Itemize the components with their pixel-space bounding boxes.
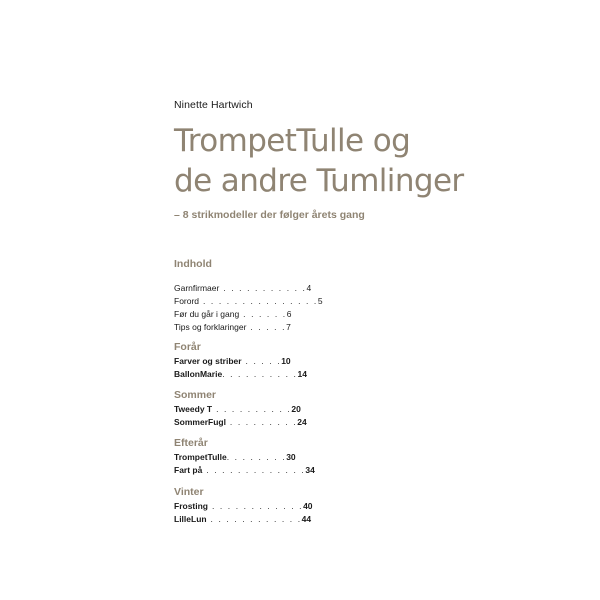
toc-section-list <box>174 500 313 526</box>
toc-page-number: 30 <box>286 452 296 462</box>
toc-item[interactable] <box>174 500 313 513</box>
toc-page-number: 10 <box>281 356 291 366</box>
toc-item[interactable] <box>174 321 323 334</box>
book-subtitle: – 8 strikmodeller der følger årets gang <box>174 209 365 221</box>
toc-item-label: Tips og forklaringer <box>174 322 247 332</box>
toc-leader-dots: . . . . . . <box>239 309 287 319</box>
toc-section-list <box>174 451 315 477</box>
toc-leader-dots: . . . . . . . . <box>226 452 287 462</box>
author-name: Ninette Hartwich <box>174 99 253 111</box>
toc-section-heading: Efterår <box>174 437 208 449</box>
toc-leader-dots: . . . . . . . . . . . . . <box>202 465 306 475</box>
toc-page-number: 44 <box>301 514 312 524</box>
toc-page-number: 4 <box>306 283 312 293</box>
toc-section-heading: Forår <box>174 341 201 353</box>
toc-leader-dots: . . . . . . . . . . . . <box>206 514 302 524</box>
toc-item[interactable] <box>174 451 315 464</box>
toc-item-label: LilleLun <box>174 514 207 524</box>
toc-section-list <box>174 355 307 381</box>
toc-item[interactable] <box>174 295 323 308</box>
toc-item-label: Fart på <box>174 465 203 475</box>
toc-item-label: BallonMarie <box>174 369 223 379</box>
toc-intro-list <box>174 282 323 334</box>
toc-page-number: 20 <box>291 404 301 414</box>
toc-item-label: Før du går i gang <box>174 309 240 319</box>
toc-leader-dots: . . . . . <box>246 322 287 332</box>
toc-leader-dots: . . . . . . . . . . . . . . . <box>199 296 318 306</box>
toc-page-number: 7 <box>286 322 291 332</box>
toc-leader-dots: . . . . . . . . . . <box>212 404 292 414</box>
toc-item[interactable] <box>174 368 307 381</box>
toc-section-list <box>174 403 307 429</box>
toc-leader-dots: . . . . . . . . . . . <box>219 283 307 293</box>
toc-item[interactable] <box>174 403 307 416</box>
toc-item[interactable] <box>174 355 307 368</box>
toc-item-label: Frosting <box>174 501 208 511</box>
toc-item[interactable] <box>174 464 315 477</box>
toc-item-label: Tweedy T <box>174 404 213 414</box>
toc-section-heading: Vinter <box>174 486 204 498</box>
toc-item-label: TrompetTulle <box>174 452 227 462</box>
toc-item[interactable] <box>174 513 313 526</box>
title-line-1: TrompetTulle og <box>174 123 411 159</box>
title-line-2: de andre Tumlinger <box>174 163 464 199</box>
toc-page-number: 34 <box>305 465 315 475</box>
toc-item[interactable] <box>174 416 307 429</box>
toc-item[interactable] <box>174 282 323 295</box>
book-title <box>174 121 574 201</box>
toc-page-number: 14 <box>297 369 307 379</box>
toc-leader-dots: . . . . . . . . . . <box>222 369 298 379</box>
toc-page-number: 40 <box>303 501 313 511</box>
toc-page-number: 5 <box>317 296 323 306</box>
toc-leader-dots: . . . . . <box>241 356 282 366</box>
toc-page-number: 24 <box>297 417 307 427</box>
toc-item-label: Garnfirmaer <box>174 283 220 293</box>
toc-item-label: SommerFugl <box>174 417 226 427</box>
toc-item[interactable] <box>174 308 323 321</box>
toc-leader-dots: . . . . . . . . . . . . <box>208 501 304 511</box>
toc-leader-dots: . . . . . . . . . <box>225 417 298 427</box>
toc-heading: Indhold <box>174 258 212 270</box>
toc-item-label: Forord <box>174 296 200 306</box>
toc-item-label: Farver og striber <box>174 356 242 366</box>
toc-page-number: 6 <box>286 309 292 319</box>
toc-section-heading: Sommer <box>174 389 217 401</box>
